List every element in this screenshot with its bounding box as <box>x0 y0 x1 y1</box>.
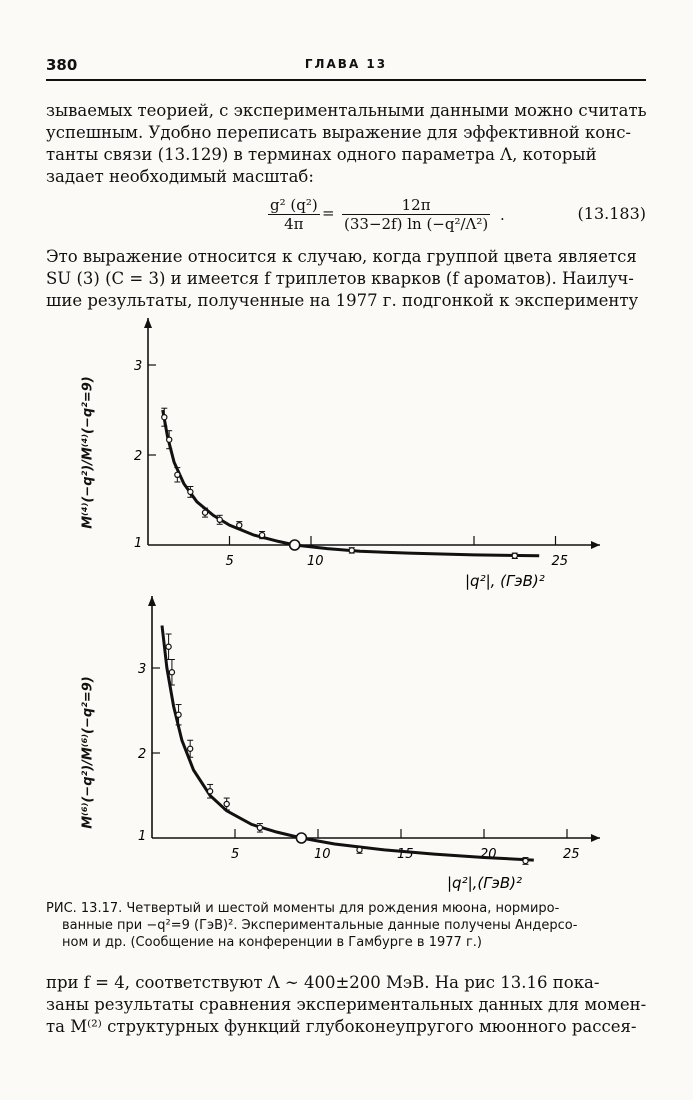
x-axis-label: |q²|, (ГэВ)² <box>465 572 545 590</box>
data-point <box>202 510 207 515</box>
chart-1 <box>134 318 600 590</box>
x-axis-arrow <box>591 834 600 842</box>
data-point <box>512 553 517 558</box>
caption-line: ном и др. (Сообщение на конференции в Гамбурге в 1977 г.) <box>62 935 482 950</box>
equals-sign: = <box>322 204 335 222</box>
data-point <box>224 801 229 806</box>
data-point <box>208 789 213 794</box>
x-tick-label: 5 <box>225 554 234 569</box>
data-point <box>257 825 262 830</box>
data-point <box>349 548 354 553</box>
caption-line: РИС. 13.17. Четвертый и шестой моменты для рождения мюона, нормиро- <box>46 901 560 916</box>
text-line: та M⁽²⁾ структурных функций глубоконеупругого мюонного рассея- <box>46 1017 637 1036</box>
text-line: заны результаты сравнения экспериментальных данных для момен- <box>46 995 647 1014</box>
x-tick-label: 25 <box>551 554 569 569</box>
paragraph-3 <box>46 972 646 1038</box>
chart-2 <box>138 596 600 892</box>
chart2-ylabel: M⁽⁶⁾(−q²)/M⁽⁶⁾(−q²=9) <box>80 676 96 829</box>
data-point <box>217 517 222 522</box>
y-tick-label: 1 <box>138 829 147 844</box>
y-tick-label: 2 <box>138 747 147 762</box>
data-point <box>357 847 362 852</box>
data-point <box>175 472 180 477</box>
y-tick-label: 2 <box>134 449 143 464</box>
text-line: Это выражение относится к случаю, когда группой цвета является <box>46 247 637 266</box>
x-tick-label: 10 <box>314 847 331 862</box>
figure-caption <box>46 900 646 951</box>
chapter-title: ГЛАВА 13 <box>304 57 388 71</box>
x-tick-label: 20 <box>480 847 497 862</box>
text-line: танты связи (13.129) в терминах одного параметра Λ, который <box>46 145 597 164</box>
lhs-numerator: g² (q²) <box>270 196 318 214</box>
data-point <box>167 437 172 442</box>
rhs-numerator: 12π <box>342 196 490 215</box>
data-point <box>188 746 193 751</box>
data-point <box>169 670 174 675</box>
text-line: шие результаты, полученные на 1977 г. подгонкой к эксперименту <box>46 291 639 310</box>
rhs-denominator: (33−2f) ln (−q²/Λ²) <box>344 215 489 233</box>
data-point <box>260 533 265 538</box>
data-point <box>237 523 242 528</box>
x-tick-label: 5 <box>231 847 240 862</box>
text-line: при f = 4, соответствуют Λ ∼ 400±200 МэВ. На рис 13.16 пока- <box>46 973 600 992</box>
data-point <box>166 644 171 649</box>
x-tick-label: 10 <box>307 554 324 569</box>
x-axis-arrow <box>591 541 600 549</box>
data-point <box>176 712 181 717</box>
data-point <box>162 415 167 420</box>
equation-number: (13.183) <box>577 204 646 223</box>
theory-curve <box>163 410 540 556</box>
y-tick-label: 3 <box>134 359 143 374</box>
x-axis-label: |q²|,(ГэВ)² <box>447 874 523 892</box>
y-tick-label: 3 <box>138 662 147 677</box>
x-tick-label: 15 <box>397 847 414 862</box>
data-point <box>188 489 193 494</box>
normalization-point <box>290 540 300 550</box>
y-axis-arrow <box>144 318 152 328</box>
text-line: успешным. Удобно переписать выражение для эффективной конс- <box>46 123 632 142</box>
equation-period: . <box>500 206 505 224</box>
theory-curve <box>162 626 534 861</box>
text-line: SU (3) (C = 3) и имеется f триплетов кварков (f ароматов). Наилуч- <box>46 269 634 288</box>
y-tick-label: 1 <box>134 536 143 551</box>
data-point <box>523 858 528 863</box>
chart1-ylabel: M⁽⁴⁾(−q²)/M⁽⁴⁾(−q²=9) <box>80 376 96 529</box>
text-line: задает необходимый масштаб: <box>46 167 314 186</box>
text-line: зываемых теорией, с экспериментальными данными можно считать <box>46 101 647 120</box>
x-tick-label: 25 <box>563 847 580 862</box>
page-number: 380 <box>46 56 78 74</box>
caption-line: ванные при −q²=9 (ГэВ)². Экспериментальные данные получены Андерсо- <box>62 918 578 933</box>
lhs-denominator: 4π <box>284 215 304 233</box>
y-axis-arrow <box>148 596 156 606</box>
normalization-point <box>296 833 306 843</box>
